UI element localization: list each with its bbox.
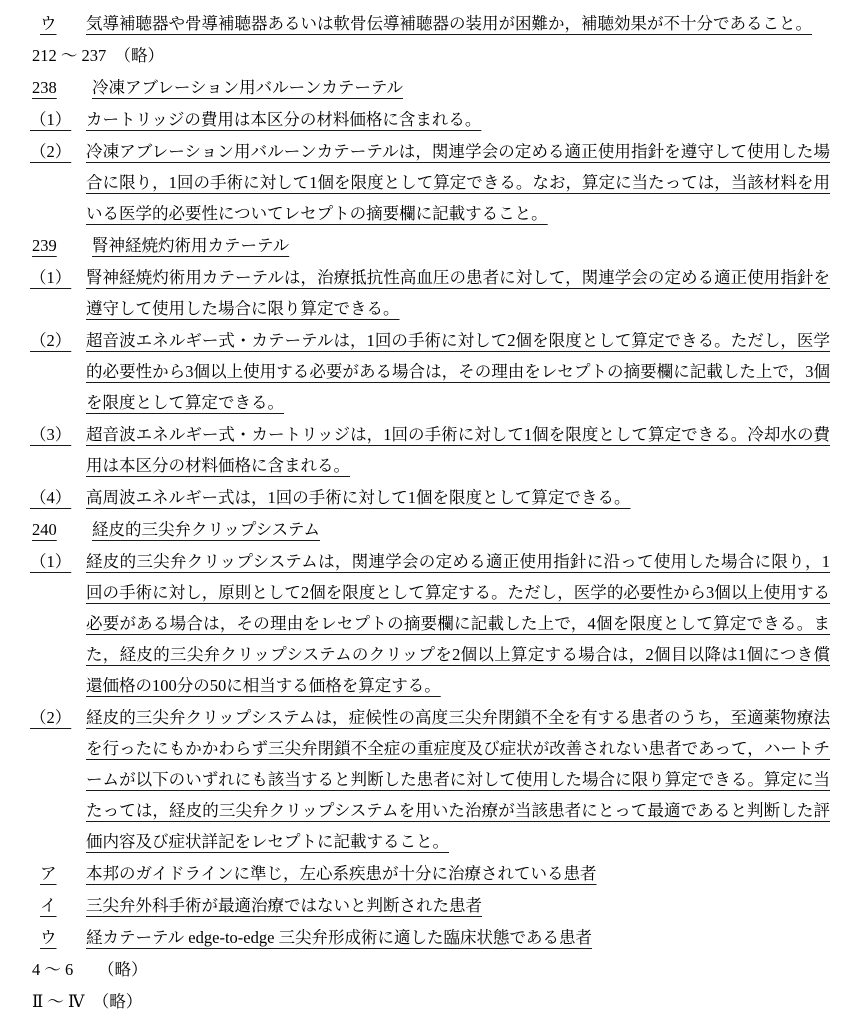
document-line: 212 ～ 237 （略） bbox=[32, 46, 164, 65]
document-item bbox=[26, 104, 830, 135]
item-text: 超音波エネルギー式・カートリッジは，1回の手術に対して1個を限度として算定できる。冷却水の費用は本区分の材料価格に含まれる。 bbox=[86, 425, 830, 475]
item-text: 本邦のガイドラインに準じ，左心系疾患が十分に治療されている患者 bbox=[86, 864, 597, 883]
document-item bbox=[26, 8, 830, 39]
item-marker: ウ bbox=[40, 928, 57, 947]
document-item bbox=[26, 922, 830, 953]
item-text: 三尖弁外科手術が最適治療ではないと判断された患者 bbox=[86, 896, 482, 915]
item-marker: （3） bbox=[30, 425, 72, 444]
item-marker: 239 bbox=[32, 236, 57, 255]
item-text: カートリッジの費用は本区分の材料価格に含まれる。 bbox=[86, 110, 482, 129]
item-text: 経カテーテル edge-to-edge 三尖弁形成術に適した臨床状態である患者 bbox=[86, 928, 593, 947]
item-marker: （1） bbox=[30, 268, 72, 287]
item-text: 経皮的三尖弁クリップシステムは，関連学会の定める適正使用指針に沿って使用した場合に限り，1回の手術に対し，原則として2個を限度として算定する。ただし，医学的必要性から3個以上使用する必要がある場合は，その理由をレセプトの摘要欄に記載した上で，4個を限度として算定できる。また，経皮的三尖弁クリップシステムのクリップを2個以上算定する場合は，2個目以降は1個につき償還価格の100分の50に相当する価格を算定する。 bbox=[86, 552, 830, 695]
document-item bbox=[26, 325, 830, 418]
document-item bbox=[26, 858, 830, 889]
document-item bbox=[26, 136, 830, 229]
item-text: 経皮的三尖弁クリップシステムは，症候性の高度三尖弁閉鎖不全を有する患者のうち，至適薬物療法を行ったにもかかわらず三尖弁閉鎖不全症の重症度及び症状が改善されない患者であって，ハートチームが以下のいずれにも該当すると判断した患者に対して使用した場合に限り算定できる。算定に当たっては，経皮的三尖弁クリップシステムを用いた治療が当該患者にとって最適であると判断した評価内容及び症状詳記をレセプトに記載すること。 bbox=[86, 708, 830, 851]
document-item bbox=[26, 546, 830, 701]
document-item bbox=[26, 482, 830, 513]
item-text: 冷凍アブレーション用バルーンカテーテルは，関連学会の定める適正使用指針を遵守して使用した場合に限り，1回の手術に対して1個を限度として算定できる。なお，算定に当たっては，当該材料を用いる医学的必要性についてレセプトの摘要欄に記載すること。 bbox=[86, 142, 830, 223]
document-item bbox=[26, 890, 830, 921]
item-marker: （1） bbox=[30, 110, 72, 129]
document-item bbox=[26, 262, 830, 324]
item-text: 高周波エネルギー式は，1回の手術に対して1個を限度として算定できる。 bbox=[86, 488, 631, 507]
item-text: 気導補聴器や骨導補聴器あるいは軟骨伝導補聴器の装用が困難か，補聴効果が不十分であること。 bbox=[86, 14, 812, 33]
item-marker: ウ bbox=[40, 14, 57, 33]
document-item bbox=[26, 419, 830, 481]
item-text: 冷凍アブレーション用バルーンカテーテル bbox=[92, 78, 404, 97]
item-marker: イ bbox=[40, 896, 57, 915]
document-line: 4 ～ 6 （略） bbox=[32, 960, 148, 979]
document-item bbox=[26, 514, 830, 545]
item-text: 腎神経焼灼術用カテーテルは，治療抵抗性高血圧の患者に対して，関連学会の定める適正使用指針を遵守して使用した場合に限り算定できる。 bbox=[86, 268, 830, 318]
item-marker: （4） bbox=[30, 488, 72, 507]
item-marker: （2） bbox=[30, 331, 72, 350]
item-text: 腎神経焼灼術用カテーテル bbox=[92, 236, 290, 255]
item-marker: （2） bbox=[30, 142, 72, 161]
document-item bbox=[26, 230, 830, 261]
document-item bbox=[26, 72, 830, 103]
item-marker: （1） bbox=[30, 552, 72, 571]
document-body bbox=[26, 8, 830, 1017]
item-text: 経皮的三尖弁クリップシステム bbox=[92, 520, 321, 539]
document-item bbox=[26, 702, 830, 857]
item-marker: 238 bbox=[32, 78, 57, 97]
item-text: 超音波エネルギー式・カテーテルは，1回の手術に対して2個を限度として算定できる。ただし，医学的必要性から3個以上使用する必要がある場合は，その理由をレセプトの摘要欄に記載した上で，3個を限度として算定できる。 bbox=[86, 331, 830, 412]
item-marker: （2） bbox=[30, 708, 72, 727]
document-line: Ⅱ ～ Ⅳ （略） bbox=[32, 992, 143, 1011]
item-marker: 240 bbox=[32, 520, 57, 539]
item-marker: ア bbox=[40, 864, 57, 883]
